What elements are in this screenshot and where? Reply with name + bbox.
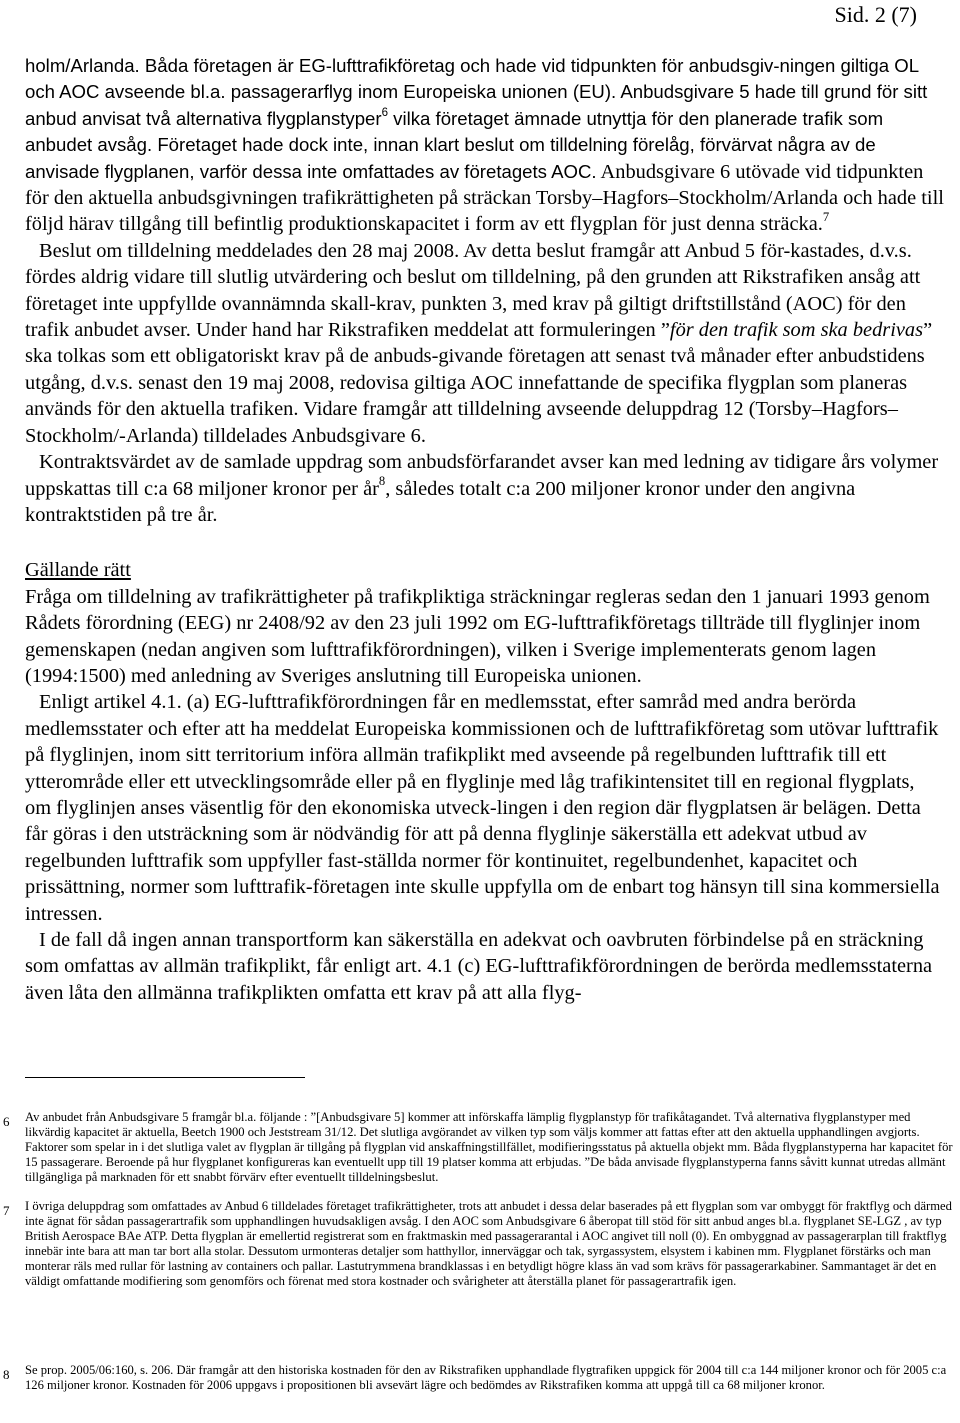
footnote-ref-8: 8 <box>378 473 386 488</box>
p3-text-b: , således totalt c:a 200 miljoner kronor under den angivna kontraktstiden på tre år. <box>25 477 856 526</box>
paragraph-5: Enligt artikel 4.1. (a) EG-lufttrafikförordningen får en medlemsstat, efter samråd med andra berörda medlemsstater och efter att ha meddelat Europeiska kommissionen och de lufttrafikföretag som utövar lufttrafik på flyglinjen, inom sitt territorium införa allmän trafikplikt med avseende på regelbunden lufttrafik till ett ytterområde eller ett utvecklingsområde eller på en flyglinje med låg trafikintensitet till en regional flygplats, om flyglinjen anses väsentlig för den ekonomiska utveck-lingen i den region där flygplatsen är belägen. Detta får göras i den utsträckning som är nödvändig för att på denna flyglinje säkerställa ett adekvat utbud av regelbunden lufttrafik som uppfyller fast-ställda normer för kontinuitet, regelbundenhet, kapacitet och prissättning, normer som lufttrafik-företagen inte skulle uppfylla om de enbart tog hänsyn till sina kommersiella intressen. <box>25 691 940 925</box>
paragraph-6: I de fall då ingen annan transportform kan säkerställa en adekvat och oavbruten förbindelse på en sträckning som omfattas av allmän trafikplikt, får enligt art. 4.1 (c) EG-lufttrafikförordningen de berörda medlemsstaterna även låta den allmänna trafikplikten omfatta ett krav på att alla flyg- <box>25 929 933 1004</box>
footnote-ref-7: 7 <box>822 209 830 224</box>
paragraph-1 <box>25 53 945 238</box>
footnote-ref-6: 6 <box>381 106 389 119</box>
footnote-6 <box>3 1110 958 1185</box>
p3-text-a: Kontraktsvärdet av de samlade uppdrag som anbudsförfarandet avser kan med ledning av tidigare års volymer uppskattas till c:a 68 miljoner kronor per år <box>25 451 939 500</box>
footnote-separator <box>25 1077 305 1078</box>
footnote-7 <box>3 1199 958 1290</box>
paragraph-4: Fråga om tilldelning av trafikrättigheter på trafikpliktiga sträckningar regleras sedan den 1 januari 1993 genom Rådets förordning (EEG) nr 2408/92 av den 23 juli 1992 om EG-lufttrafikföretags tillträde till flyglinjer inom gemenskapen (nedan angiven som lufttrafikförordningen), vilken i Sverige implementerats genom lagen (1994:1500) med anledning av Sveriges anslutning till Europeiska unionen. <box>25 585 930 687</box>
p2-text-b: ” ska tolkas som ett obligatoriskt krav på de anbuds-givande företagen att senast två månader efter anbudstidens utgång, d.v.s. senast den 19 maj 2008, redovisa giltiga AOC innefattande de specifika flygplan som planeras används för den aktuella trafiken. Vidare framgår att tilldelning avseende deluppdrag 12 (Torsby–Hagfors–Stockholm/-Arlanda) tilldelades Anbudsgivare 6. <box>25 319 933 447</box>
p1-text-a: holm/Arlanda. Båda företagen är EG-lufttrafikföretag och hade vid tidpunkten för anbudsgiv-ningen giltiga OL och AOC avseende bl.a. passagerarflyg inom Europeiska unionen (EU). Anbudsgivare 5 hade till grund för sitt anbud anvisat två alternativa flygplanstyper <box>25 55 928 129</box>
footnote-number: 8 <box>3 1367 10 1382</box>
footnote-text: I övriga deluppdrag som omfattades av Anbud 6 tilldelades företaget trafikrättigheter, trots att anbudet i dessa delar baserades på ett flygplan som var ombyggt för fraktflyg och därmed inte ägnat för sådan passagerartrafik som upphandlingen huvudsakligen avsåg. I den AOC som Anbudsgivare 6 åberopat till stöd för sitt anbud anges bl.a. flygplanet SE-LGZ , av typ British Aerospace BAe ATP. Detta flygplan är emellertid registrerat som en fraktmaskin med passagerarantal i AOC angivet till noll (0). En ombyggnad av passagerarplan till fraktflyg innebär inte bara att man tar bort alla stolar. Dessutom urmonteras detaljer som hatthyllor, innerväggar och tak, syrgassystem, elsystem i kabinen mm. Flygplanet förstärks och man monterar räls med rullar för lastning av containers och pallar. Lastutrymmena brandklassas i en betydligt högre klass än vad som krävs för passagerarkabiner. Sammantaget är det en väldigt omfattande modifiering som genomförs och förenat med stora kostnader och svårigheter att återställa planet för passagerartrafik igen. <box>25 1199 952 1289</box>
footnote-text: Se prop. 2005/06:160, s. 206. Där framgår att den historiska kostnaden för den av Rikstrafiken upphandlade flygtrafiken uppgick för 2004 till c:a 144 miljoner kronor och för 2005 c:a 126 miljoner kronor. Kostnaden för 2006 uppgavs i propositionen bli avsevärt lägre och bedömdes av Rikstrafiken komma att uppgå till ca 68 miljoner kronor. <box>25 1363 947 1393</box>
p1-text-b: vilka företaget ämnade utnyttja för den planerade trafik som anbudet avsåg. Företaget hade dock inte, innan klart beslut om tilldelning förelåg, förvärvat några av de anvisade flygplanen, varför dessa inte omfattades av företagets AOC. <box>25 107 884 182</box>
main-text <box>25 53 945 1006</box>
page-number: Sid. 2 (7) <box>834 2 917 27</box>
paragraph-3 <box>25 449 945 528</box>
p1-text-c: Anbudsgivare 6 utövade vid tidpunkten för den aktuella anbudsgivningen trafikrättigheten på sträckan Torsby–Hagfors–Stockholm/Arlanda och hade till följd härav tillgång till befintlig produktionskapacitet i form av ett flygplan för just denna sträcka. <box>25 160 944 236</box>
paragraph-2 <box>25 238 945 449</box>
footnote-number: 6 <box>3 1114 10 1129</box>
p2-italic-quote: för den trafik som ska bedrivas <box>669 319 924 342</box>
footnote-8 <box>3 1363 958 1393</box>
section-heading: Gällande rätt <box>25 559 131 582</box>
p2-text-a: Beslut om tilldelning meddelades den 28 maj 2008. Av detta beslut framgår att Anbud 5 för-kastades, d.v.s. fördes aldrig vidare till slutlig utvärdering och beslut om tilldelning, på den grunden att Rikstrafiken ansåg att företaget inte uppfyllde ovannämnda skall-krav, punkten 3, med krav på giltigt driftstillstånd (AOC) för den trafik anbudet avser. Under hand har Rikstrafiken meddelat att formuleringen ” <box>25 239 921 342</box>
footnote-text: Av anbudet från Anbudsgivare 5 framgår bl.a. följande : ”[Anbudsgivare 5] kommer att införskaffa lämplig flygplanstyp för trafikåtagandet. Två alternativa flygplanstyper med likvärdig kapacitet är aktuella, Beetch 1900 och Jeststream 31/12. Det slutliga avgörandet av vilken typ som väljs kommer att fattas efter att den aktuella upphandlingen avgjorts. Faktorer som spelar in i det slutliga valet av flygplan är tillgång på flygplan vid anskaffningstillfället, modifieringsstatus på aktuella objekt mm. Båda flygplanstyperna har kapacitet för 15 passagerare. Beroende på hur flygplanet konfigureras kan eventuellt upp till 19 platser komma att erbjudas. ”De båda anvisade flygplanstyperna fanns såvitt kunnat utredas allmänt tillgängliga på marknaden för ett snabbt förvärv efter eventuellt tilldelningsbeslut. <box>25 1110 953 1185</box>
footnote-number: 7 <box>3 1203 10 1218</box>
